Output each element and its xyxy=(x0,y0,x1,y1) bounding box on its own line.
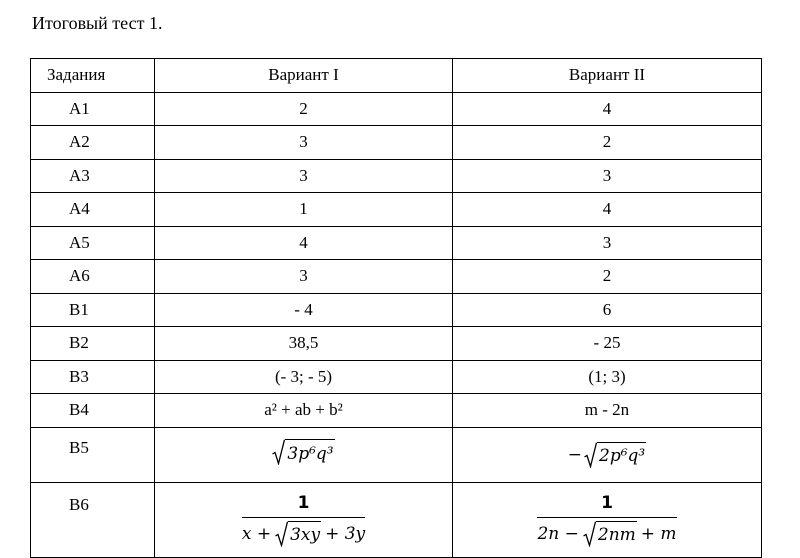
radical-sign-icon xyxy=(272,439,285,465)
radical-sign-icon xyxy=(583,521,596,547)
minus-sign: − xyxy=(567,444,583,465)
task-cell: В4 xyxy=(31,394,155,428)
denominator-left: 2n − xyxy=(537,523,579,544)
task-cell: В6 xyxy=(31,482,155,557)
variant-2-answer xyxy=(453,482,762,557)
denominator-left: x + xyxy=(241,523,272,544)
task-cell: А6 xyxy=(31,260,155,294)
table-row xyxy=(31,327,762,361)
task-cell: А5 xyxy=(31,226,155,260)
variant-1-answer: 1 xyxy=(155,193,453,227)
variant-1-answer xyxy=(155,482,453,557)
variant-2-answer: (1; 3) xyxy=(453,360,762,394)
header-variant-2: Вариант II xyxy=(453,59,762,93)
task-cell: В1 xyxy=(31,293,155,327)
task-cell: А4 xyxy=(31,193,155,227)
variant-2-answer: 3 xyxy=(453,226,762,260)
table-row-b5 xyxy=(31,427,762,482)
table-row xyxy=(31,226,762,260)
header-variant-1: Вариант I xyxy=(155,59,453,93)
fraction xyxy=(242,493,365,547)
fraction-denominator xyxy=(537,517,676,547)
sqrt-expression xyxy=(568,442,646,468)
fraction-denominator xyxy=(242,517,365,547)
variant-1-answer: - 4 xyxy=(155,293,453,327)
variant-2-answer xyxy=(453,427,762,482)
variant-2-answer: 4 xyxy=(453,193,762,227)
fraction xyxy=(537,493,676,547)
radicand: 2p⁶q³ xyxy=(597,442,646,468)
task-cell: В3 xyxy=(31,360,155,394)
variant-1-answer: 2 xyxy=(155,92,453,126)
radical xyxy=(583,521,637,547)
table-row-b6 xyxy=(31,482,762,557)
denominator-right: + 3y xyxy=(325,523,366,544)
variant-2-answer: 2 xyxy=(453,260,762,294)
radicand: 3p⁶q³ xyxy=(285,439,334,465)
variant-1-answer: 3 xyxy=(155,159,453,193)
variant-2-answer: 3 xyxy=(453,159,762,193)
table-row xyxy=(31,126,762,160)
variant-2-answer: 6 xyxy=(453,293,762,327)
sqrt-expression xyxy=(272,439,334,465)
radicand: 3xy xyxy=(288,521,321,547)
fraction-numerator: 1 xyxy=(297,492,310,513)
radical xyxy=(272,439,334,465)
table-row xyxy=(31,159,762,193)
header-row xyxy=(31,59,762,93)
radicand: 2nm xyxy=(596,521,637,547)
variant-1-answer: (- 3; - 5) xyxy=(155,360,453,394)
task-cell: В2 xyxy=(31,327,155,361)
variant-1-answer xyxy=(155,427,453,482)
variant-1-answer: 4 xyxy=(155,226,453,260)
table-row xyxy=(31,293,762,327)
table-row xyxy=(31,394,762,428)
table-row xyxy=(31,360,762,394)
radical xyxy=(275,521,321,547)
fraction-numerator: 1 xyxy=(601,492,613,513)
variant-2-answer: - 25 xyxy=(453,327,762,361)
radical xyxy=(584,442,646,468)
table-row xyxy=(31,193,762,227)
table-row xyxy=(31,92,762,126)
table-row xyxy=(31,260,762,294)
variant-1-answer: 38,5 xyxy=(155,327,453,361)
radical-sign-icon xyxy=(275,521,288,547)
page-title: Итоговый тест 1. xyxy=(32,13,163,33)
task-cell: В5 xyxy=(31,427,155,482)
task-cell: А1 xyxy=(31,92,155,126)
header-tasks: Задания xyxy=(31,59,155,93)
variant-2-answer: 2 xyxy=(453,126,762,160)
variant-2-answer: m - 2n xyxy=(453,394,762,428)
answers-table xyxy=(30,58,762,558)
variant-1-answer: 3 xyxy=(155,260,453,294)
variant-1-answer: 3 xyxy=(155,126,453,160)
task-cell: А2 xyxy=(31,126,155,160)
denominator-right: + m xyxy=(640,523,677,544)
task-cell: А3 xyxy=(31,159,155,193)
radical-sign-icon xyxy=(584,442,597,468)
variant-1-answer: a² + ab + b² xyxy=(155,394,453,428)
variant-2-answer: 4 xyxy=(453,92,762,126)
